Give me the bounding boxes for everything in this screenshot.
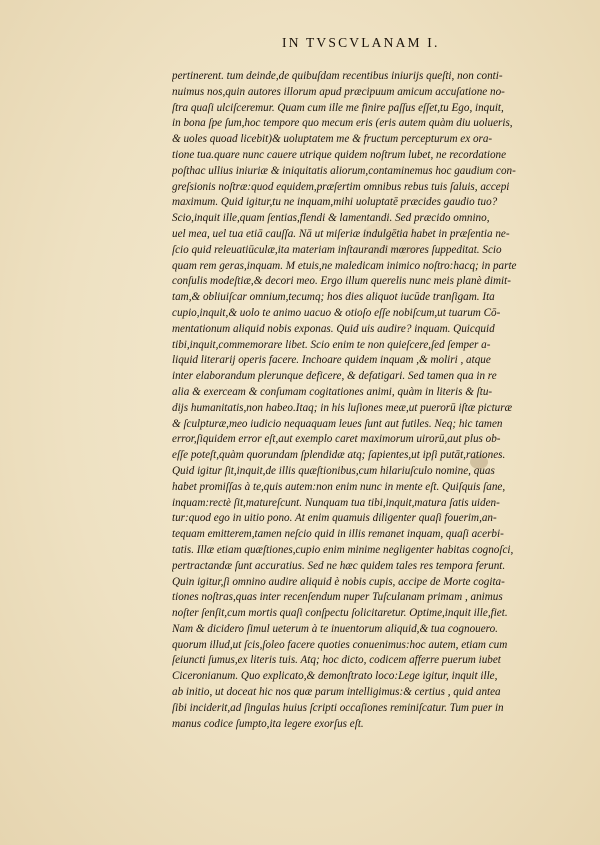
text-line: ſeiuncti ſumus,ex literis tuis. Atq; hoc dicto, codicem afferre puerum iubet: [172, 654, 501, 667]
running-head: IN TVSCVLANAM I.: [282, 35, 440, 50]
text-line: quorum illud,ut ſcis,ſoleo facere quoties conuenimus:hoc autem, etiam cum: [172, 638, 508, 651]
text-line: pertinerent. tum deinde,de quibuſdam recentibus iniurijs queſti, non conti-: [172, 70, 503, 82]
text-line: tequam emitterem,tamen neſcio quid in illis remanet inquam, quaſi acerbi-: [172, 528, 504, 541]
text-line: dijs humanitatis,non habeo.Itaq; in his luſiones meæ,ut puerorū iſtæ picturæ: [172, 401, 512, 414]
text-line: Nam & dicidero ſimul ueterum à te inuentorum aliquid,& tua cognouero.: [172, 622, 498, 635]
text-line: Scio,inquit ille,quam ſentias,flendi & lamentandi. Sed præcido omnino,: [172, 212, 490, 225]
text-line: inter elaborandum plerunque deficere, & defatigari. Sed tamen qua in re: [172, 370, 497, 383]
text-line: greſsionis noſtræ:quod equidem,præſertim omnibus rebus tuis ſaluis, accepi: [172, 180, 510, 193]
text-line: & uoles quoad licebit)& uoluptatem me & fructum percepturum ex ora-: [172, 133, 493, 146]
text-line: in bona ſpe ſum,hoc tempore quo mecum eris (eris autem quàm diu uolueris,: [172, 117, 513, 130]
text-line: manus codice ſumpto,ita legere exorſus eſt.: [172, 717, 364, 730]
text-line: ſibi inciderit,ad ſingulas huius ſcripti occaſiones reminiſcatur. Tum puer in: [172, 701, 504, 714]
text-line: ab initio, ut doceat hic nos quæ parum intelligimus:& certius , quid antea: [172, 686, 501, 699]
text-line: Quid igitur ſit,inquit,de illis quæſtionibus,cum hilariuſculo nomine, quas: [172, 464, 495, 477]
text-line: tibi,inquit,commemorare libet. Scio enim te non quieſcere,ſed ſemper a-: [172, 338, 491, 351]
text-line: maximum. Quid igitur,tu ne inquam,mihi uoluptatē præcides gaudio tuo?: [172, 196, 498, 209]
text-line: cupio,inquit,& uolo te animo uacuo & otioſo eſſe nobiſcum,ut tuarum Cō-: [172, 306, 501, 319]
text-line: poſthac ullius iniuriæ & iniquitatis aliorum,contaminemus hoc gaudium con-: [172, 164, 516, 177]
text-line: error,ſiquidem error eſt,aut exemplo caret maximorum uirorū,aut plus ob-: [172, 433, 501, 446]
text-line: tatis. Illæ etiam quæſtiones,cupio enim minime negligenter habitas cognoſci,: [172, 543, 514, 556]
text-line: tam,& obliuiſcar omnium,tecumq; hos dies aliquot iucūde tranſigam. Ita: [172, 291, 495, 304]
text-line: & ſculpturæ,meo iudicio nequaquam leues ſunt aut futiles. Neq; hic tamen: [172, 417, 503, 430]
text-line: conſulis modeſtiæ,& decori meo. Ergo illum querelis nunc meis planè dimit-: [172, 275, 511, 288]
text-line: pertractandæ ſunt accuratius. Sed ne hæc quidem tales res tempora ferunt.: [172, 559, 506, 572]
text-line: ſcio quid releuatiūculæ,ita materiam inſtaurandi mœrores ſuppeditat. Scio: [172, 243, 502, 256]
text-line: inquam:rectè ſit,matureſcunt. Nunquam tua tibi,inquit,matura ſatis uiden-: [172, 496, 500, 509]
text-line: nuimus nos,quin autores illorum apud præcipuum amicum accuſatione no-: [172, 85, 505, 98]
text-line: eſſe poteſt,quàm quorundam ſplendidæ atq; ſapientes,ut ipſi putāt,rationes.: [172, 449, 506, 462]
text-line: tione tua.quare nunc cauere utrique quidem noſtrum lubet, ne recordatione: [172, 148, 507, 161]
text-line: habet promiſſas à te,quis autem:non enim nunc in mente eſt. Quiſquis ſane,: [172, 480, 506, 493]
text-line: Ciceronianum. Quo explicato,& demonſtrato loco:Lege igitur, inquit ille,: [172, 670, 498, 683]
text-line: noſter ſenſit,cum mortis quaſi conſpectu ſolicitaretur. Optime,inquit ille,fiet.: [172, 607, 508, 620]
text-line: alia & exerceam & conſumam cogitationes animi, quàm in literis & ſtu-: [172, 385, 493, 398]
text-line: ſtra quaſi ulciſceremur. Quam cum ille me finire paſſus eſſet,tu Ego, inquit,: [172, 101, 504, 114]
text-line: quam rem geras,inquam. M etuis,ne maledicam inimico noſtro:hacq; in parte: [172, 259, 517, 272]
text-line: liquid literarij operis facere. Inchoare quidem inquam ,& moliri , atque: [172, 354, 491, 367]
text-line: uel mea, uel tua etiā cauſſa. Nā ut miſeriæ indulgētia habet in præſentia ne-: [172, 227, 510, 240]
text-line: tiones noſtras,quas inter recenſendum nuper Tuſculanam primam , animus: [172, 591, 503, 604]
text-line: tur:quod ego in uitio pono. At enim quamuis diligenter quaſi fouerim,an-: [172, 512, 497, 525]
text-line: mentationum aliquid nobis exponas. Quid uis audire? inquam. Quicquid: [172, 322, 495, 335]
body-text: [172, 69, 562, 732]
text-line: Quin igitur,ſi omnino audire aliquid è nobis cupis, accipe de Morte cogita-: [172, 575, 505, 588]
